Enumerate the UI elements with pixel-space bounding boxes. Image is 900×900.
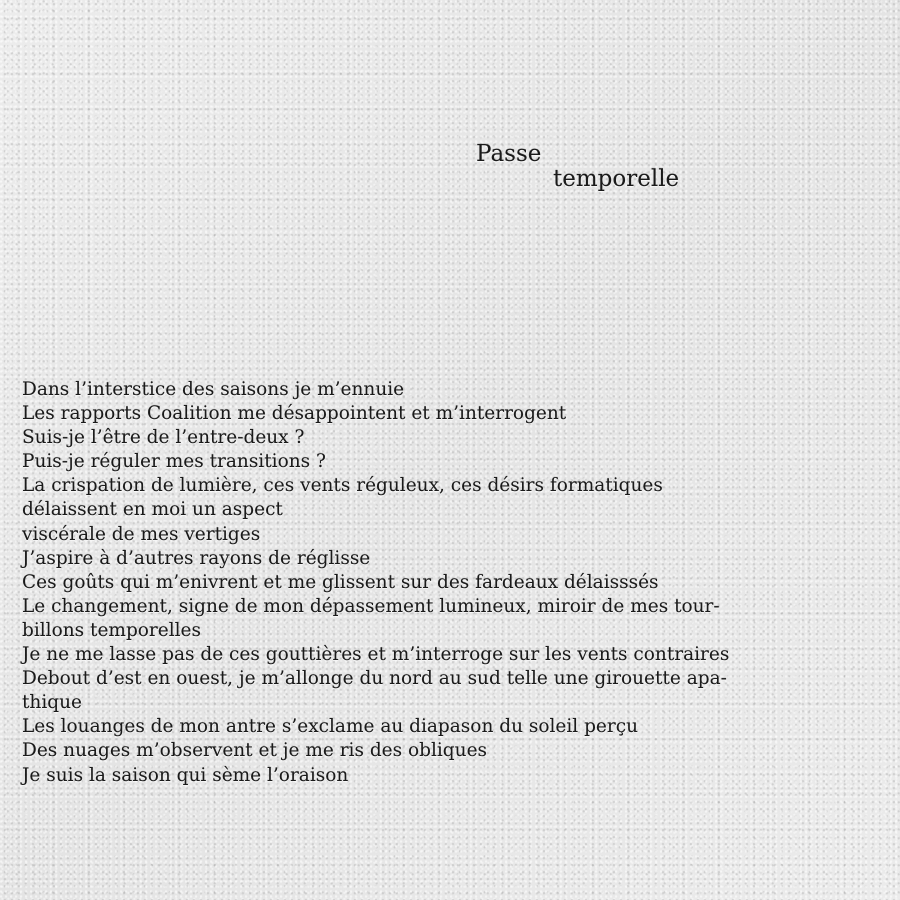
poem-line: Les louanges de mon antre s’exclame au diapason du soleil perçu — [22, 716, 638, 738]
poem-line: Suis-je l’être de l’entre-deux ? — [22, 427, 305, 449]
poem-line: viscérale de mes vertiges — [22, 523, 261, 545]
poem-line: thique — [22, 692, 82, 714]
poem-line: Les rapports Coalition me désappointent et m’interrogent — [22, 403, 567, 425]
poem-line: J’aspire à d’autres rayons de réglisse — [22, 547, 371, 569]
poem-line: Je suis la saison qui sème l’oraison — [22, 764, 349, 786]
poem-body — [22, 378, 882, 788]
poem-line: La crispation de lumière, ces vents réguleux, ces désirs formatiques — [22, 475, 663, 497]
poem-line: Ces goûts qui m’enivrent et me glissent sur des fardeaux délaisssés — [22, 571, 659, 593]
poem-line: Des nuages m’observent et je me ris des obliques — [22, 740, 488, 762]
poem-line: Le changement, signe de mon dépassement lumineux, miroir de mes tour- — [22, 595, 720, 617]
poem-line: délaissent en moi un aspect — [22, 499, 283, 521]
poem-line: Debout d’est en ouest, je m’allonge du nord au sud telle une girouette apa- — [22, 668, 727, 690]
poem-line: Dans l’interstice des saisons je m’ennuie — [22, 379, 405, 400]
title-line-1: Passe — [476, 141, 542, 167]
poem-line: billons temporelles — [22, 619, 201, 641]
title-line-2: temporelle — [553, 166, 680, 192]
poem-line: Puis-je réguler mes transitions ? — [22, 451, 326, 473]
poem-line: Je ne me lasse pas de ces gouttières et m’interroge sur les vents contraires — [22, 644, 730, 666]
